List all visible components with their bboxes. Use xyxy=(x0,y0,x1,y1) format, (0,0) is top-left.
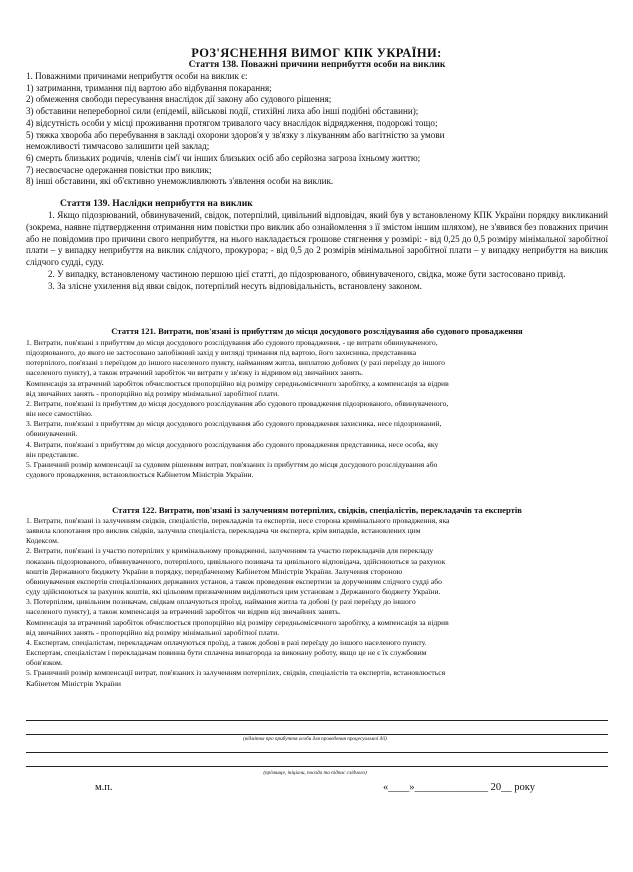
text-line: 5. Граничний розмір компенсації за судовим рішенням витрат, пов'язаних із прибуттям до місця досудового розслідування або xyxy=(26,459,438,469)
text-line: Компенсація за втрачений заробіток обчислюється пропорційно від розміру середньомісячного заробітку, а компенсація за відрив xyxy=(26,378,449,388)
article-139-heading: Стаття 139. Наслідки неприбуття на виклик xyxy=(60,198,253,209)
text-line: населеного пункту), а також втрачений заробіток чи витрати у зв'язку із відривом від звичайних занять. xyxy=(26,368,364,378)
text-line: 3) обставини непереборної сили (епідемії, військові події, стихійні лиха або інші подібні обставини); xyxy=(26,106,419,117)
text-line: Кабінетом Міністрів України xyxy=(26,678,121,688)
text-line: 1) затримання, тримання під вартою або відбування покарання; xyxy=(26,82,272,93)
paragraph: 1. Якщо підозрюваний, обвинувачений, свідок, потерпілий, цивільний відповідач, який був у встановленому КПК України порядку викликаний (зокрема, наявне підтвердження отримання ним повістки про виклик або ознайомлення з її змістом іншим шляхом), не з'явився без поважних причин або не повідомив про причини свого неприбуття, на нього накладається грошове стягнення у розмірі: - від 0,25 до 0,5 розміру мінімальної заробітної плати – у випадку неприбуття на виклик слідчого, прокурора; - від 0,5 до 2 розмірів мінімальної заробітної плати – у випадку неприбуття на виклик слідчого судді, суду. xyxy=(26,210,608,268)
text-line: 2. Витрати, пов'язані із участю потерпілих у кримінальному провадженні, залученням та участю перекладачів для перекладу xyxy=(26,546,434,556)
text-line: 4. Витрати, пов'язані з прибуттям до місця досудового розслідування або судового провадження представника, несе особа, яку xyxy=(26,439,439,449)
article-121-heading: Стаття 121. Витрати, пов'язані із прибуттям до місця досудового розслідування або судового провадження xyxy=(111,326,523,336)
text-line: 8) інші обставини, які об'єктивно унеможливлюють з'явлення особи на виклик. xyxy=(26,176,334,187)
paragraph: 3. За злісне ухилення від явки свідок, потерпілий несуть відповідальність, встановлену законом. xyxy=(48,280,422,291)
article-138-body xyxy=(26,71,608,188)
text-line: він представляє. xyxy=(26,449,80,459)
text-line: неможливості тимчасово залишити цей заклад; xyxy=(26,141,210,152)
text-line: 4) відсутність особи у місці проживання протягом тривалого часу внаслідок відрядження, подорожі тощо; xyxy=(26,117,438,128)
text-line: 7) несвоєчасне одержання повістки про виклик; xyxy=(26,164,212,175)
text-line: Компенсація за втрачений заробіток обчислюється пропорційно від розміру середньомісячного заробітку, а компенсація за відрив xyxy=(26,617,449,627)
article-121-body xyxy=(26,338,608,480)
text-line: 3. Потерпілим, цивільним позивачам, свідкам оплачуються проїзд, наймання житла та добові (у разі переїзду до іншого xyxy=(26,597,416,607)
text-line: 6) смерть близьких родичів, членів сім'ї чи інших близьких осіб або серйозна загроза їхньому життю; xyxy=(26,152,421,163)
text-line: показань підозрюваного, обвинуваченого, потерпілого, цивільного позивача та цивільного відповідача, здійснюються за рахунок xyxy=(26,556,446,566)
date-line: «____»______________ 20__ року xyxy=(383,782,535,793)
signature-line xyxy=(26,720,608,721)
text-line: 5. Граничний розмір компенсації витрат, пов'язаних із залученням потерпілих, свідків, спеціалістів та експертів, встановлюється xyxy=(26,668,446,678)
text-line: 4. Експертам, спеціалістам, перекладачам оплачуються проїзд, а також добові в разі переїзду до іншого населеного пункту. xyxy=(26,637,427,647)
signature-line xyxy=(26,734,608,735)
text-line: від звичайних занять - пропорційно від розміру мінімальної заробітної плати. xyxy=(26,627,280,637)
article-122-heading: Стаття 122. Витрати, пов'язані із залученням потерпілих, свідків, спеціалістів, перекладачів та експертів xyxy=(112,505,522,515)
text-line: Кодексом. xyxy=(26,536,59,546)
text-line: він несе самостійно. xyxy=(26,409,93,419)
text-line: підозрюваного, до якого не застосовано запобіжний захід у вигляді тримання під вартою, його захисника, представника xyxy=(26,348,417,358)
text-line: 2) обмеження свободи пересування внаслідок дії закону або судового рішення; xyxy=(26,94,332,105)
text-line: 5) тяжка хвороба або перебування в закладі охорони здоров'я у зв'язку з лікуванням або вагітністю за умови xyxy=(26,129,445,140)
text-line: коштів Державного бюджету України в порядку, передбаченому Кабінетом Міністрів України. Залучення стороною xyxy=(26,566,403,576)
stamp-place: м.п. xyxy=(95,782,113,793)
text-line: суду здійснюються за рахунок коштів, які цільовим призначенням виділяються цим установам з Державного бюджету України. xyxy=(26,587,441,597)
text-line: 3. Витрати, пов'язані з прибуттям до місця досудового розслідування або судового провадження захисника, несе підозрюваний, xyxy=(26,419,442,429)
text-line: обов'язком. xyxy=(26,658,63,668)
signature-line xyxy=(26,766,608,767)
text-line: обвинувачений. xyxy=(26,429,78,439)
article-122-body xyxy=(26,516,608,689)
text-line: від звичайних занять - пропорційно від розміру мінімальної заробітної плати. xyxy=(26,388,280,398)
text-line: 1. Витрати, пов'язані з прибуттям до місця досудового розслідування або судового провадження, - це витрати обвинуваченого, xyxy=(26,338,438,347)
investigator-signature-caption: (прізвище, ініціали, посада та підпис слідчого) xyxy=(263,770,367,776)
text-line: судового провадження, встановлюється Кабінетом Міністрів України. xyxy=(26,470,254,480)
article-138-heading: Стаття 138. Поважні причини неприбуття особи на виклик xyxy=(188,59,446,70)
text-line: 2. Витрати, пов'язані із прибуттям до місця досудового розслідування або судового провадження підозрюваного, обвинуваченого, xyxy=(26,398,449,408)
text-line: 1. Витрати, пов'язані із залученням свідків, спеціалістів, перекладачів та експертів, несе сторона кримінального провадження, яка xyxy=(26,516,450,525)
signature-line xyxy=(26,752,608,753)
text-line: населеного пункту), а також компенсація за втрачений заробіток чи відрив від звичайних занять. xyxy=(26,607,341,617)
arrival-mark-caption: (відмітка про прибуття особи для проведення процесуальної дії) xyxy=(243,736,387,742)
text-line: заявила клопотання про виклик свідків, залучила спеціаліста, перекладача чи експерта, крім випадків, встановлених цим xyxy=(26,526,421,536)
text-line: 1. Поважними причинами неприбуття особи на виклик є: xyxy=(26,71,248,81)
text-line: Експертам, спеціалістам і перекладачам повинна бути сплачена винагорода за виконану роботу, якщо це не є їх службовим xyxy=(26,648,427,658)
text-line: потерпілого, пов'язані з переїздом до іншого населеного пункту, найманням житла, виплатою добових (у разі переїзду до іншого xyxy=(26,358,445,368)
document-title: РОЗ'ЯСНЕННЯ ВИМОГ КПК УКРАЇНИ: xyxy=(191,46,442,60)
text-line: обвинувачення експертів спеціалізованих державних установ, а також проведення експертизи за дорученням слідчого судді або xyxy=(26,576,442,586)
article-139-body xyxy=(26,210,608,293)
paragraph: 2. У випадку, встановленому частиною першою цієї статті, до підозрюваного, обвинуваченого, свідка, може бути застосовано привід. xyxy=(48,268,566,279)
